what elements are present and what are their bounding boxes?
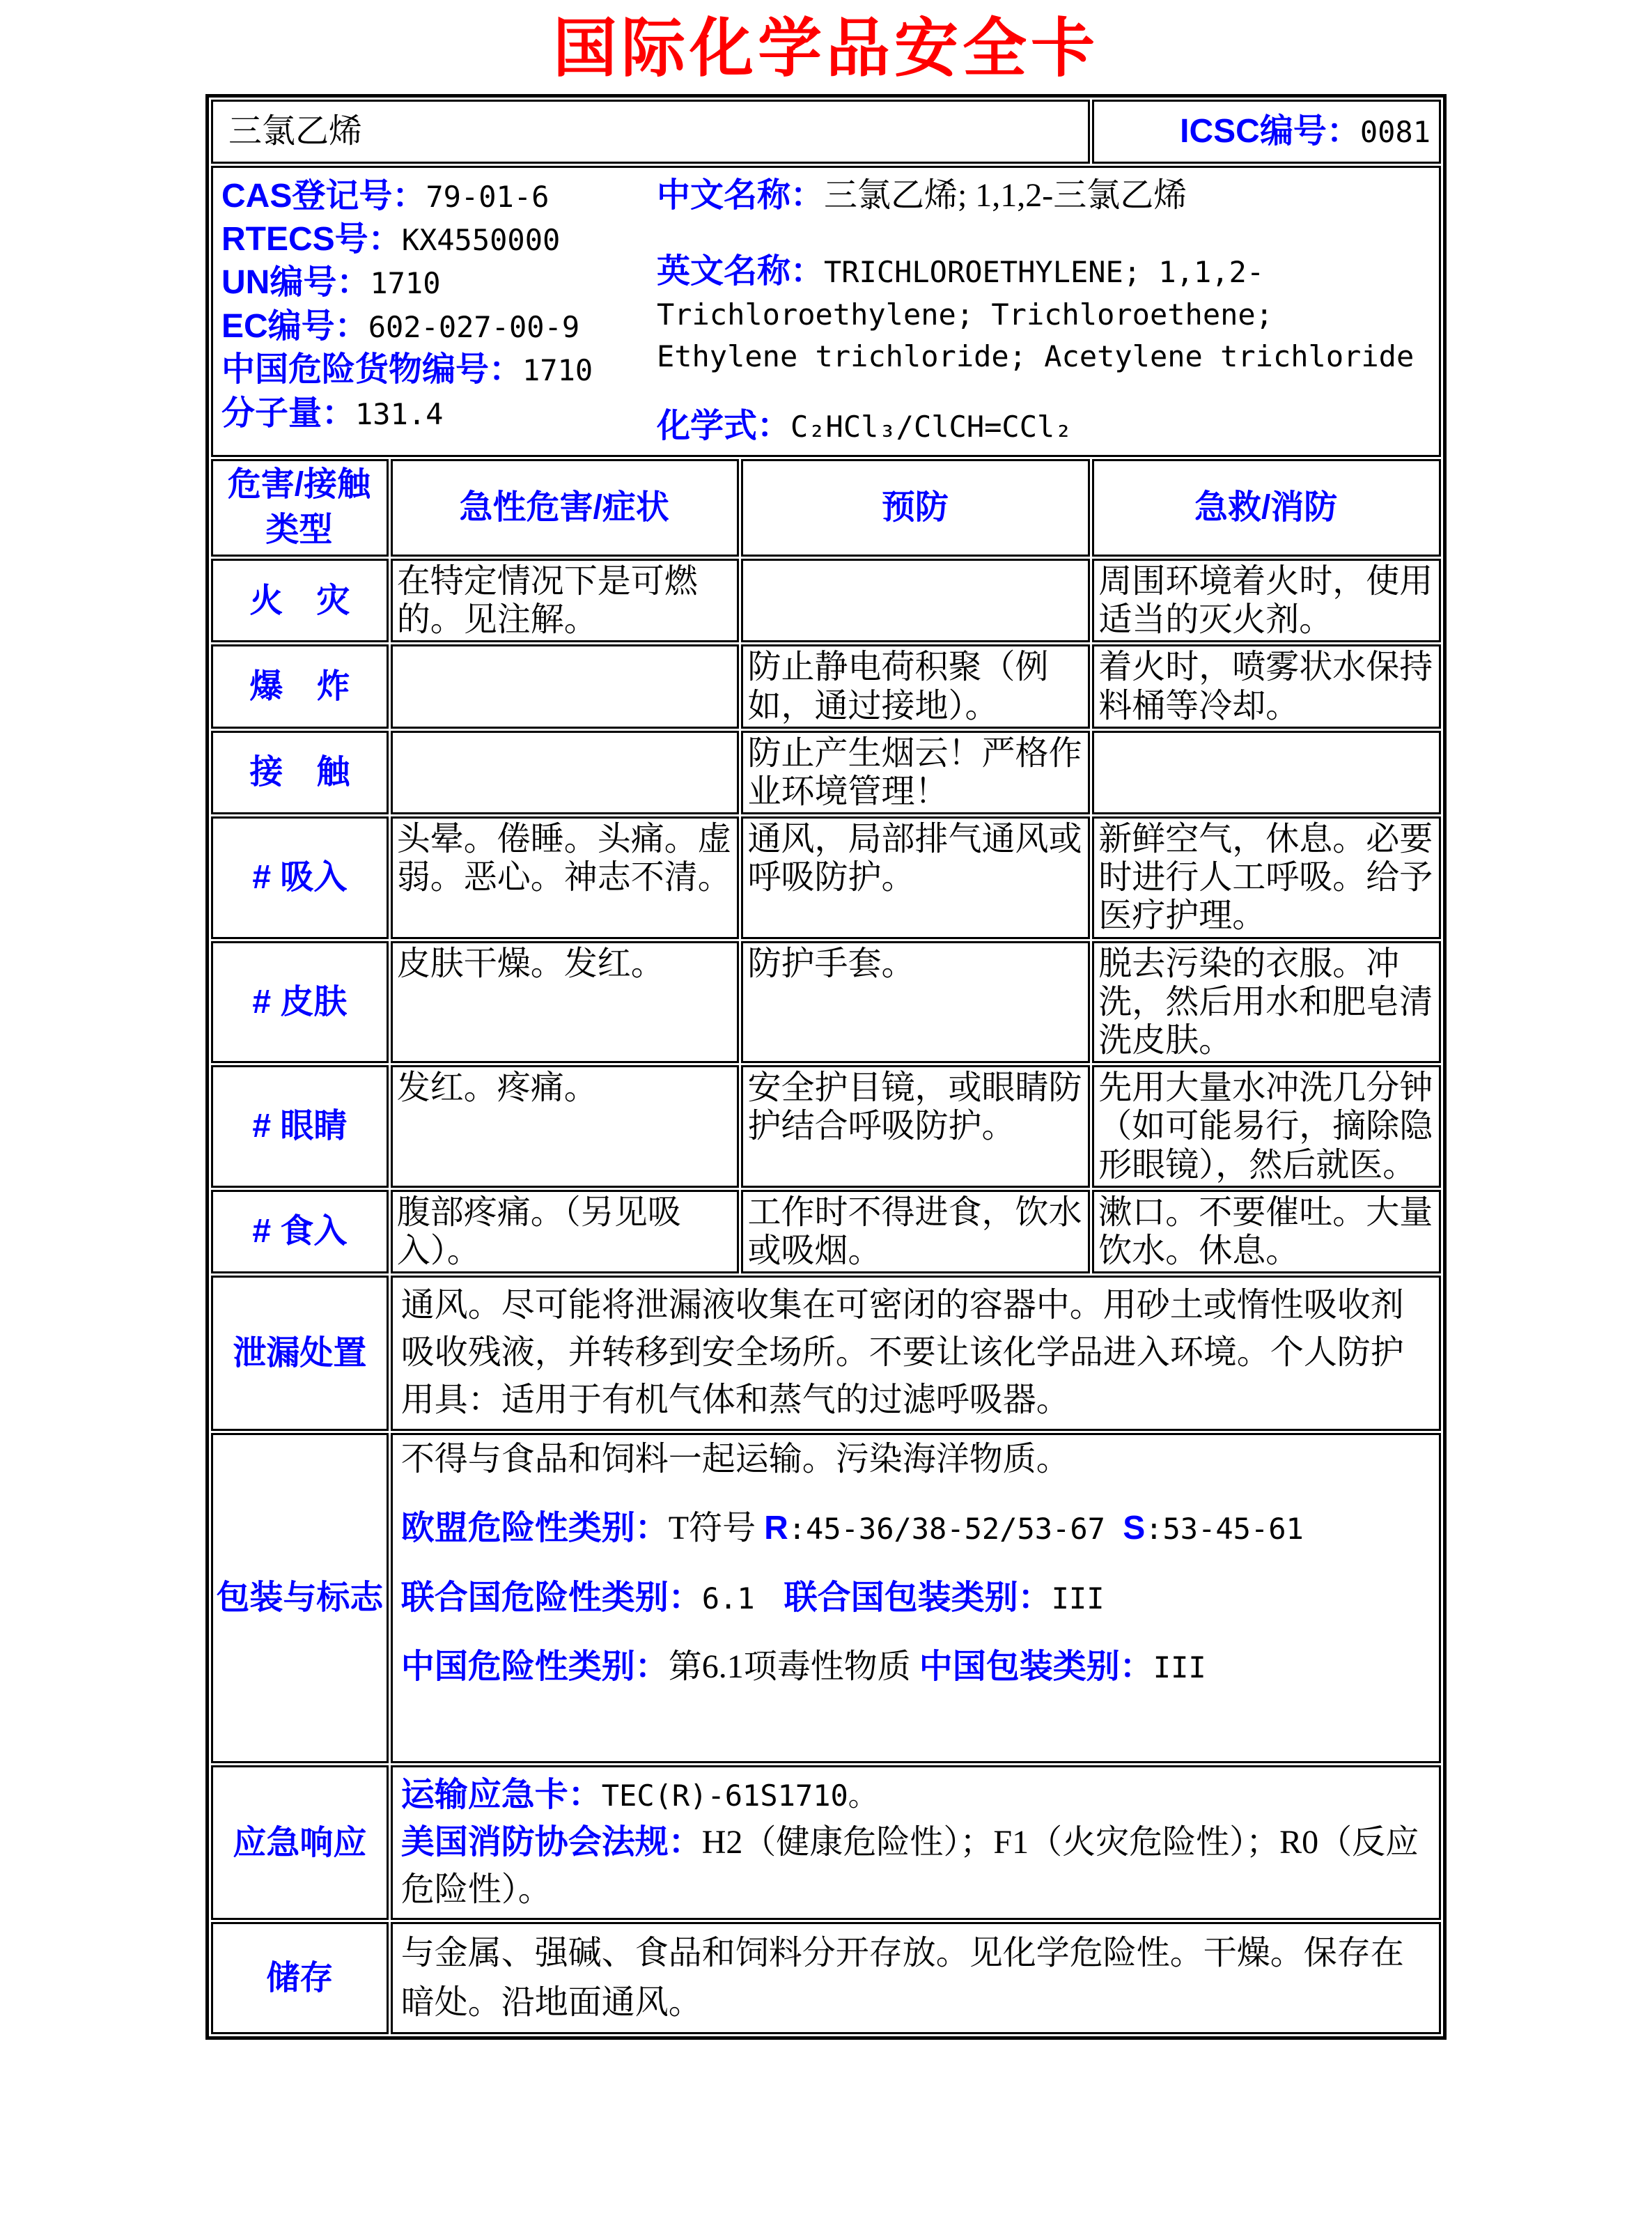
ec-value: 602-027-00-9 [368, 309, 580, 344]
china-hazard-class-line: 中国危险性类别：第6.1项毒性物质 中国包装类别：III [400, 1648, 1206, 1686]
hazard-row-skin [211, 941, 1441, 1064]
storage-row [211, 1922, 1441, 2033]
exposure-prevention-cell: 防止产生烟云！严格作业环境管理！ [741, 731, 1090, 814]
packaging-labelling-row [211, 1433, 1441, 1763]
icsc-label: ICSC编号： [1180, 113, 1360, 150]
hazard-row-fire [211, 559, 1441, 642]
eyes-prevention-cell: 安全护目镜，或眼睛防护结合呼吸防护。 [741, 1065, 1090, 1188]
skin-firstaid-cell: 脱去污染的衣服。冲洗，然后用水和肥皂清洗皮肤。 [1092, 941, 1441, 1064]
icsc-document [0, 15, 1652, 2239]
rtecs-number-line [221, 218, 657, 261]
exposure-firstaid-cell [1092, 731, 1441, 814]
english-name-line [657, 251, 1431, 378]
ec-label: EC编号： [221, 307, 368, 345]
spill-disposal-row [211, 1276, 1441, 1430]
chinese-name-line [657, 175, 1431, 217]
molecular-weight-line [221, 392, 657, 435]
transport-restriction-line: 不得与食品和饲料一起运输。污染海洋物质。 [400, 1440, 1070, 1478]
un-number-line [221, 261, 657, 304]
chemical-formula-line [657, 405, 1431, 448]
ingestion-firstaid-cell: 漱口。不要催吐。大量饮水。休息。 [1092, 1190, 1441, 1273]
chinese-name-label: 中文名称： [656, 176, 824, 214]
ingestion-prevention-cell: 工作时不得进食，饮水或吸烟。 [741, 1190, 1090, 1273]
ingestion-type-label: # 食入 [211, 1190, 389, 1273]
header-prevention: 预防 [741, 459, 1090, 557]
skin-prevention-cell: 防护手套。 [741, 941, 1090, 1064]
eyes-firstaid-cell: 先用大量水冲洗几分钟（如可能易行，摘除隐形眼镜），然后就医。 [1092, 1065, 1441, 1188]
emergency-response-content [391, 1765, 1441, 1920]
hazard-row-explosion [211, 644, 1441, 728]
rtecs-label: RTECS号： [221, 220, 402, 258]
english-name-label: 英文名称： [656, 252, 824, 290]
icsc-number-cell [1092, 100, 1441, 164]
un-label: UN编号： [221, 264, 371, 302]
molecular-weight-value: 131.4 [355, 396, 444, 431]
eyes-type-label: # 眼睛 [211, 1065, 389, 1188]
nfpa-code-line: 美国消防协会法规：H2（健康危险性）；F1（火灾危险性）；R0（反应危险性）。 [400, 1824, 1419, 1909]
spill-disposal-content: 通风。尽可能将泄漏液收集在可密闭的容器中。用砂土或惰性吸收剂吸收残液，并转移到安全场所。不要让该化学品进入环境。个人防护用具：适用于有机气体和蒸气的过滤呼吸器。 [391, 1276, 1441, 1430]
registry-numbers-block [221, 175, 657, 449]
fire-prevention-cell [741, 559, 1090, 642]
ingestion-symptoms-cell: 腹部疼痛。（另见吸入）。 [391, 1190, 740, 1273]
inhalation-symptoms-cell: 头晕。倦睡。头痛。虚弱。恶心。神志不清。 [391, 816, 740, 939]
names-block [657, 175, 1431, 449]
molecular-weight-label: 分子量： [221, 394, 356, 432]
header-hazard-type-line1: 危害/接触 [227, 466, 371, 504]
header-hazard-type-line2: 类型 [265, 511, 333, 549]
icsc-card-table [205, 94, 1447, 2040]
chemical-formula-label: 化学式： [656, 408, 790, 445]
skin-symptoms-cell: 皮肤干燥。发红。 [391, 941, 740, 1064]
ec-number-line [221, 305, 657, 348]
chemical-formula-value: C₂HCl₃/ClCH=CCl₂ [790, 410, 1073, 444]
hazard-row-eyes [211, 1065, 1441, 1188]
spill-disposal-label: 泄漏处置 [211, 1276, 389, 1430]
transport-emergency-card-line: 运输应急卡：TEC(R)-61S1710。 [400, 1776, 878, 1813]
cas-value: 79-01-6 [426, 179, 550, 214]
exposure-type-label: 接 触 [211, 731, 389, 814]
fire-firstaid-cell: 周围环境着火时，使用适当的灭火剂。 [1092, 559, 1441, 642]
hazard-row-exposure [211, 731, 1441, 814]
packaging-labelling-label: 包装与标志 [211, 1433, 389, 1763]
skin-type-label: # 皮肤 [211, 941, 389, 1064]
cas-number-line [221, 175, 657, 218]
hazard-row-inhalation [211, 816, 1441, 939]
substance-header-row [211, 100, 1441, 164]
un-hazard-class-line: 联合国危险性类别：6.1 联合国包装类别：III [400, 1579, 1105, 1616]
inhalation-prevention-cell: 通风，局部排气通风或呼吸防护。 [741, 816, 1090, 939]
china-dg-label: 中国危险货物编号： [221, 351, 523, 389]
explosion-type-label: 爆 炸 [211, 644, 389, 728]
hazard-header-row [211, 459, 1441, 557]
english-name-value: TRICHLOROETHYLENE; 1,1,2-Trichloroethylene; Trichloroethene; Ethylene trichloride; Acetylene trichloride [656, 254, 1415, 374]
packaging-labelling-content [391, 1433, 1441, 1763]
explosion-firstaid-cell: 着火时，喷雾状水保持料桶等冷却。 [1092, 644, 1441, 728]
rtecs-value: KX4550000 [401, 222, 561, 257]
header-symptoms: 急性危害/症状 [391, 459, 740, 557]
exposure-symptoms-cell [391, 731, 740, 814]
storage-label: 储存 [211, 1922, 389, 2033]
fire-type-label: 火 灾 [211, 559, 389, 642]
inhalation-firstaid-cell: 新鲜空气，休息。必要时进行人工呼吸。给予医疗护理。 [1092, 816, 1441, 939]
page-title: 国际化学品安全卡 [552, 13, 1099, 84]
substance-name: 三氯乙烯 [211, 100, 1090, 164]
identification-cell [211, 166, 1441, 458]
china-dg-number-line [221, 348, 657, 392]
explosion-symptoms-cell [391, 644, 740, 728]
identification-row [211, 166, 1441, 458]
fire-symptoms-cell: 在特定情况下是可燃的。见注解。 [391, 559, 740, 642]
icsc-number: 0081 [1359, 115, 1431, 149]
eyes-symptoms-cell: 发红。疼痛。 [391, 1065, 740, 1188]
hazard-row-ingestion [211, 1190, 1441, 1273]
emergency-response-row [211, 1765, 1441, 1920]
china-dg-value: 1710 [522, 353, 593, 388]
explosion-prevention-cell: 防止静电荷积聚（例如，通过接地）。 [741, 644, 1090, 728]
header-hazard-type [211, 459, 389, 557]
chinese-name-value: 三氯乙烯; 1,1,2-三氯乙烯 [823, 176, 1187, 214]
storage-content: 与金属、强碱、食品和饲料分开存放。见化学危险性。干燥。保存在暗处。沿地面通风。 [391, 1922, 1441, 2033]
emergency-response-label: 应急响应 [211, 1765, 389, 1920]
eu-hazard-class-line: 欧盟危险性类别：T符号 R:45-36/38-52/53-67 S:53-45-61 [400, 1510, 1304, 1547]
inhalation-type-label: # 吸入 [211, 816, 389, 939]
header-firstaid: 急救/消防 [1092, 459, 1441, 557]
un-value: 1710 [370, 266, 441, 301]
cas-label: CAS登记号： [221, 177, 426, 215]
